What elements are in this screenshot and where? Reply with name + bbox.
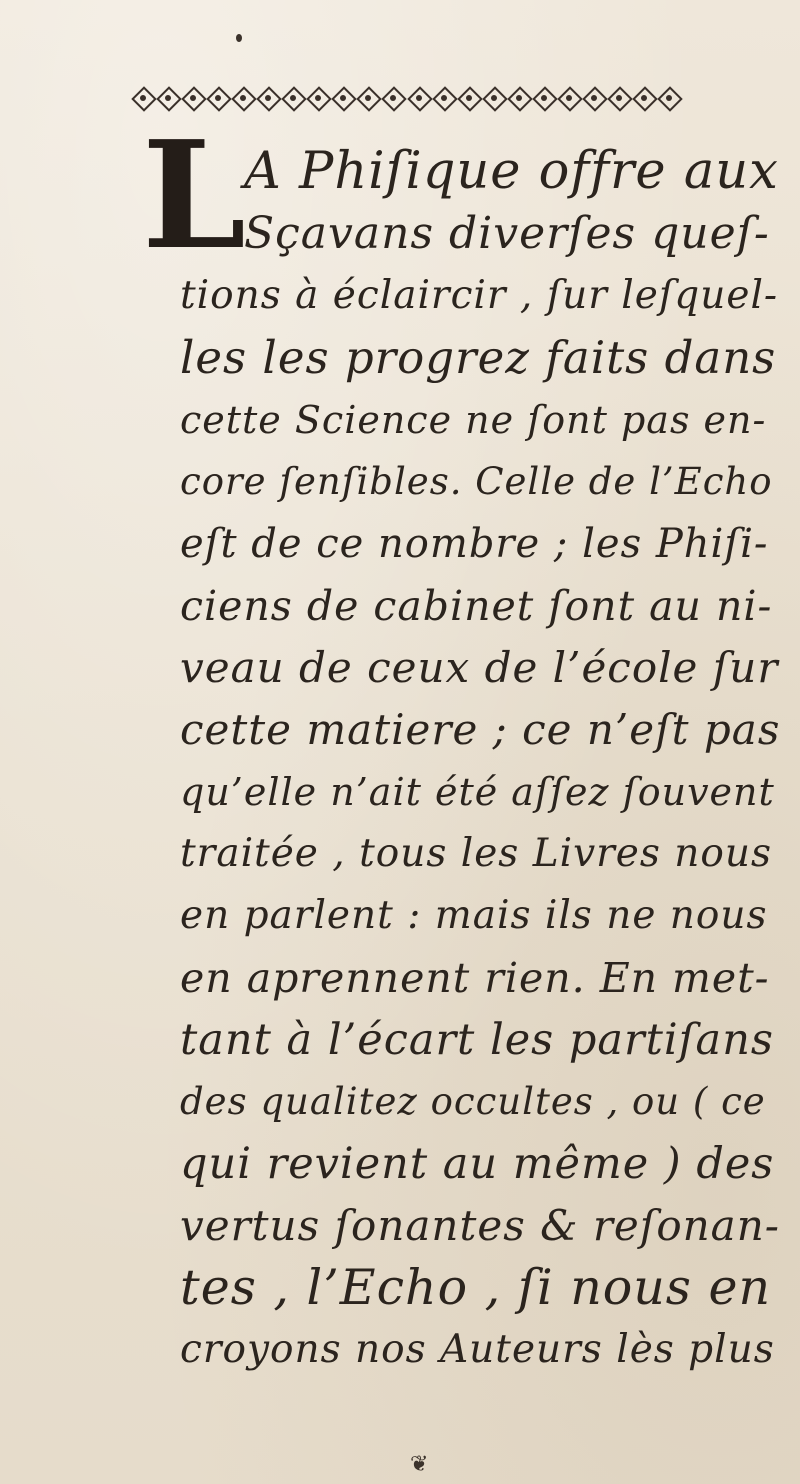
text-line-17: qui revient au même ) des bbox=[180, 1139, 775, 1189]
text-line-4: les les progrez faits dans bbox=[180, 331, 777, 384]
text-line-18: vertus ſonantes & reſonan- bbox=[180, 1201, 780, 1250]
ornament-diamond-icon bbox=[433, 87, 455, 109]
text-line-10: cette matiere ; ce n’eſt pas bbox=[180, 705, 781, 754]
ornament-diamond-icon bbox=[132, 87, 154, 109]
ornament-diamond-icon bbox=[232, 87, 254, 109]
ornament-diamond-icon bbox=[483, 87, 505, 109]
ornament-diamond-icon bbox=[608, 87, 630, 109]
ornament-diamond-icon bbox=[182, 87, 204, 109]
ornament-diamond-icon bbox=[458, 87, 480, 109]
ornament-diamond-icon bbox=[332, 87, 354, 109]
text-line-12: traitée , tous les Livres nous bbox=[180, 831, 772, 876]
text-line-8: ciens de cabinet ſont au ni- bbox=[180, 582, 773, 630]
drop-cap-letter: L bbox=[142, 108, 247, 282]
text-line-13: en parlent : mais ils ne nous bbox=[180, 893, 768, 938]
ink-speck bbox=[236, 34, 242, 42]
ornament-diamond-icon bbox=[357, 87, 379, 109]
text-line-9: veau de ceux de l’école ſur bbox=[180, 643, 779, 692]
footer-ornament-icon: ❦ bbox=[410, 1452, 429, 1477]
text-line-1: A Phiſique offre aux bbox=[244, 142, 779, 201]
ornament-diamond-icon bbox=[307, 87, 329, 109]
ornament-diamond-icon bbox=[207, 87, 229, 109]
text-line-19: tes , l’Echo , ſi nous en bbox=[180, 1259, 772, 1316]
ornament-diamond-icon bbox=[508, 87, 530, 109]
text-line-14: en aprennent rien. En met- bbox=[180, 954, 770, 1002]
ornament-diamond-icon bbox=[157, 87, 179, 109]
text-line-3: tions à éclaircir , ſur leſquel- bbox=[180, 273, 779, 318]
ornament-diamond-icon bbox=[558, 87, 580, 109]
ornament-diamond-icon bbox=[382, 87, 404, 109]
text-line-5: cette Science ne ſont pas en- bbox=[180, 398, 767, 442]
text-line-2: Sçavans diverſes queſ- bbox=[244, 208, 770, 259]
text-line-20: croyons nos Auteurs lès plus bbox=[180, 1327, 775, 1372]
ornament-diamond-icon bbox=[282, 87, 304, 109]
ornament-diamond-icon bbox=[633, 87, 655, 109]
text-line-15: tant à l’écart les partiſans bbox=[180, 1015, 774, 1065]
text-line-11: qu’elle n’ait été aſſez ſouvent bbox=[180, 770, 775, 814]
ornament-diamond-icon bbox=[408, 87, 430, 109]
text-line-6: core ſenſibles. Celle de l’Echo bbox=[180, 460, 773, 503]
ornament-diamond-icon bbox=[658, 87, 680, 109]
ornament-diamond-icon bbox=[533, 87, 555, 109]
text-line-16: des qualitez occultes , ou ( ce bbox=[180, 1080, 766, 1123]
ornament-diamond-icon bbox=[583, 87, 605, 109]
text-line-7: eſt de ce nombre ; les Phiſi- bbox=[180, 521, 769, 567]
ornament-diamond-icon bbox=[257, 87, 279, 109]
